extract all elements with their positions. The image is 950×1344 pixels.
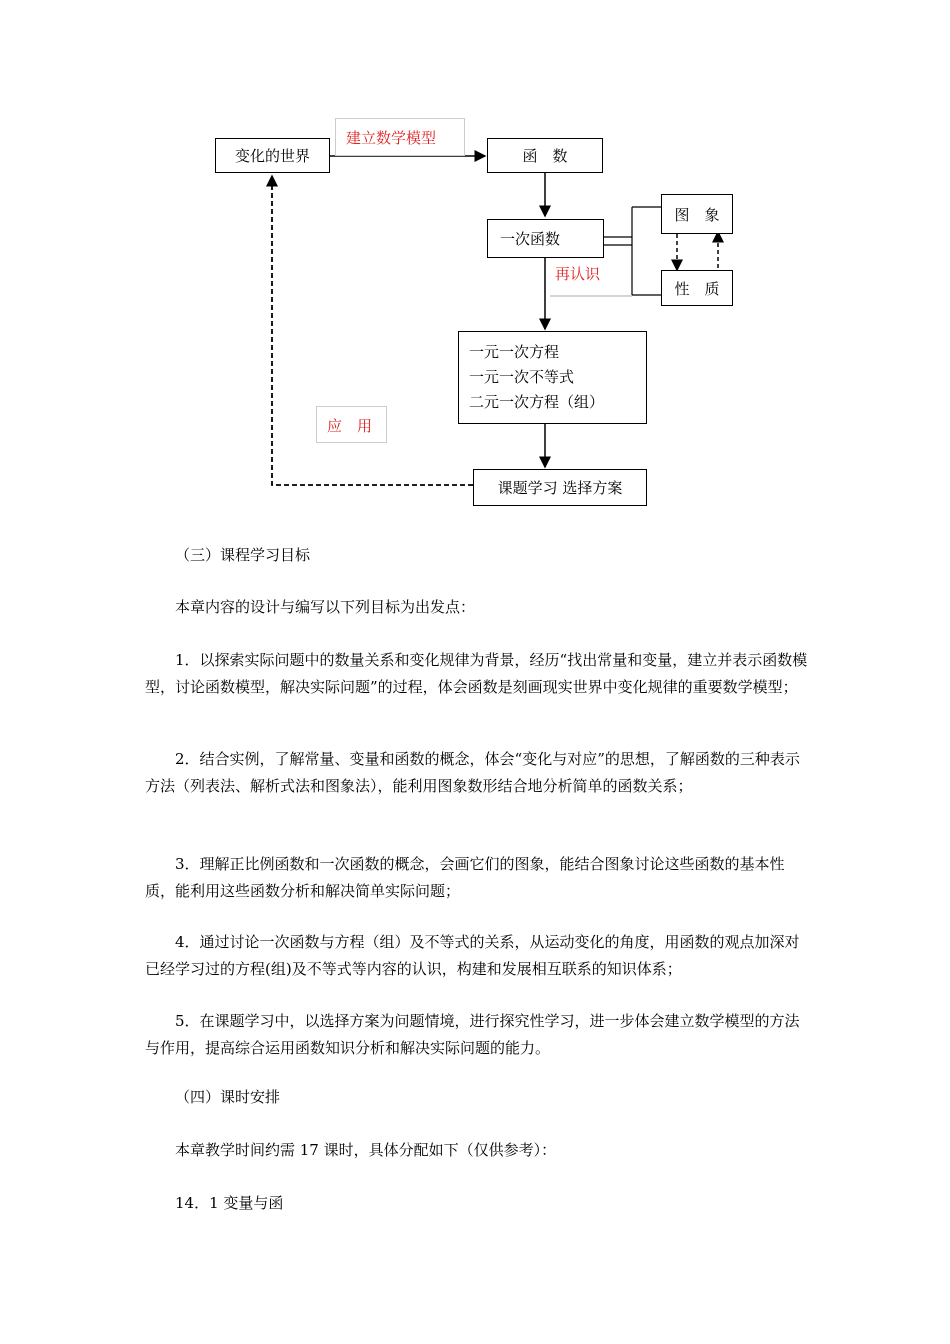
goal-item-3: 3．理解正比例函数和一次函数的概念，会画它们的图象，能结合图象讨论这些函数的基本性质，能利用这些函数分析和解决简单实际问题；: [145, 855, 785, 900]
section3-intro: 本章内容的设计与编写以下列目标为出发点：: [175, 598, 476, 616]
equation-line-3: 二元一次方程（组）: [469, 393, 605, 411]
concept-diagram: [0, 0, 950, 540]
label-apply-text: 应 用: [327, 417, 373, 435]
box-function-label: 函 数: [522, 147, 568, 165]
schedule-item: 14．1 变量与函: [175, 1194, 284, 1212]
label-reknow: [555, 263, 615, 285]
section3-heading: （三）课程学习目标: [175, 546, 311, 564]
box-linear-function: [487, 219, 604, 258]
box-equations: [458, 331, 647, 424]
box-graph: [661, 194, 733, 234]
box-graph-label: 图 象: [674, 205, 720, 224]
box-changing-world-label: 变化的世界: [234, 147, 310, 165]
section4-heading: （四）课时安排: [175, 1088, 281, 1106]
label-reknow-text: 再认识: [555, 265, 601, 283]
box-property: [661, 270, 733, 306]
box-function: [487, 138, 603, 173]
box-project-study-label: 课题学习 选择方案: [497, 479, 623, 497]
diagram-connectors: [0, 0, 950, 540]
goal-item-1: 1．以探索实际问题中的数量关系和变化规律为背景，经历“找出常量和变量，建立并表示函数模型，讨论函数模型，解决实际问题”的过程，体会函数是刻画现实世界中变化规律的重要数学模型；: [145, 651, 808, 696]
goal-item-2: 2．结合实例，了解常量、变量和函数的概念，体会“变化与对应”的思想，了解函数的三种表示方法（列表法、解析式法和图象法），能利用图象数形结合地分析简单的函数关系；: [145, 750, 800, 795]
goal-item-5: 5．在课题学习中，以选择方案为问题情境，进行探究性学习，进一步体会建立数学模型的方法与作用，提高综合运用函数知识分析和解决实际问题的能力。: [145, 1012, 800, 1057]
box-linear-function-label: 一次函数: [500, 230, 561, 248]
section4-intro: 本章教学时间约需 17 课时，具体分配如下（仅供参考）：: [175, 1141, 557, 1159]
goal-item-4: 4．通过讨论一次函数与方程（组）及不等式的关系，从运动变化的角度，用函数的观点加深对已经学习过的方程(组)及不等式等内容的认识，构建和发展相互联系的知识体系；: [145, 933, 800, 978]
equation-line-1: 一元一次方程: [469, 343, 560, 361]
label-apply: [316, 406, 387, 443]
equation-line-2: 一元一次不等式: [469, 368, 575, 386]
box-project-study: [473, 469, 647, 506]
box-changing-world: [215, 138, 330, 173]
label-build-model: [335, 118, 465, 156]
label-build-model-text: 建立数学模型: [346, 129, 437, 147]
box-property-label: 性 质: [674, 279, 720, 298]
